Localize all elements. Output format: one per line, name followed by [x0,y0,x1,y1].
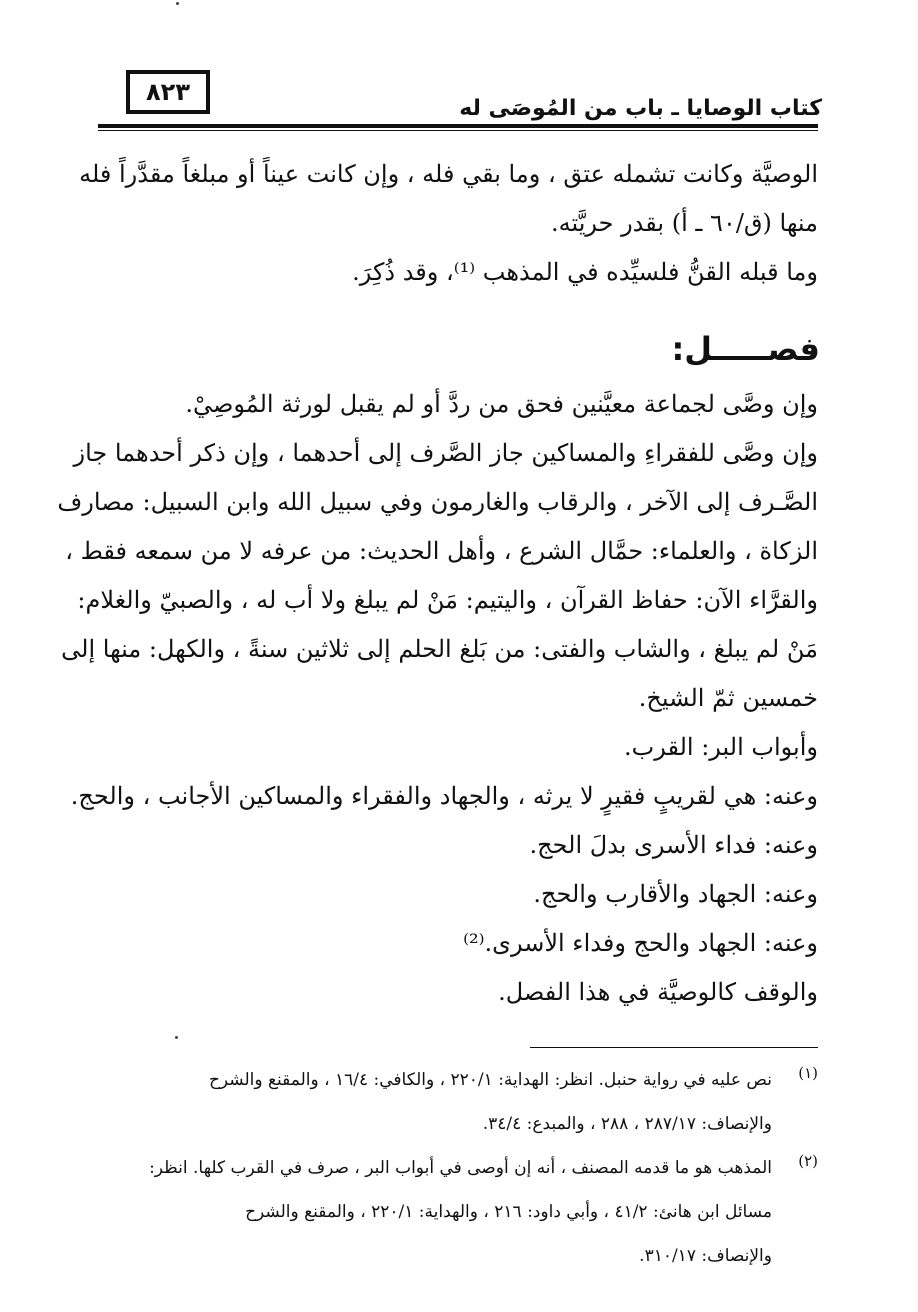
footnote-line: والإنصاف: ٣١٠/١٧. [639,1246,772,1266]
body-line: وعنه: هي لقريبٍ فقيرٍ لا يرثه ، والجهاد والفقراء والمساكين الأجانب ، والحج. [70,782,818,810]
footnote [98,1058,818,1146]
body-line: منها (ق/٦٠ ـ أ) بقدر حريَّته. [550,209,818,237]
body-line: وعنه: فداء الأسرى بدلَ الحج. [529,831,818,859]
ink-speck [175,1036,178,1039]
body-line: الزكاة ، والعلماء: حمَّال الشرع ، وأهل الحديث: من عرفه لا من سمعه فقط ، [65,537,818,565]
footnote-text [98,1146,772,1278]
footnote-line: نص عليه في رواية حنبل. انظر: الهداية: ٢٢٠/١ ، والكافي: ١٦/٤ ، والمقنع والشرح [208,1070,772,1090]
body-line: وإن وصَّى للفقراءِ والمساكين جاز الصَّرف إلى أحدهما ، وإن ذكر أحدهما جاز [73,439,818,467]
body-line: خمسين ثمّ الشيخ. [638,684,818,712]
header-rule-thick [98,124,818,128]
section-heading: فصـــــل: [671,330,820,368]
body-line: الوصيَّة وكانت تشمله عتق ، وما بقي فله ، وإن كانت عيناً أو مبلغاً مقدَّراً فله [79,160,818,188]
body-line: والوقف كالوصيَّة في هذا الفصل. [498,978,818,1006]
body-line: الصَّـرف إلى الآخر ، والرقاب والغارمون وفي سبيل الله وابن السبيل: مصارف [57,488,818,516]
intro-paragraphs [79,150,818,297]
footnote-marker: (٢) [798,1152,818,1170]
body-line: وما قبله القنُّ فلسيِّده في المذهب ⁽¹⁾، وقد ذُكِرَ. [352,258,818,286]
footnotes [98,1058,818,1278]
footnote-line: المذهب هو ما قدمه المصنف ، أنه إن أوصى في أبواب البر ، صرف في القرب كلها. انظر: [149,1158,772,1178]
section-paragraphs [57,380,818,1017]
footnote-line: مسائل ابن هانئ: ٤١/٢ ، وأبي داود: ٢١٦ ، والهداية: ٢٢٠/١ ، والمقنع والشرح [245,1202,772,1222]
running-title: كتاب الوصايا ـ باب من المُوصَى له [459,96,822,121]
footnote-marker: (١) [798,1064,818,1082]
body-line: وعنه: الجهاد والحج وفداء الأسرى.⁽²⁾ [463,929,818,957]
footnote-separator [530,1047,818,1048]
header-rule-thin [98,130,818,131]
ink-speck [176,2,179,5]
footnote [98,1146,818,1278]
page-number-text: ٨٢٣ [146,78,190,106]
footnote-text [98,1058,772,1146]
page-number [126,70,210,114]
body-line: والقرَّاء الآن: حفاظ القرآن ، واليتيم: مَنْ لم يبلغ ولا أب له ، والصبيّ والغلام: [77,586,818,614]
body-line: وعنه: الجهاد والأقارب والحج. [533,880,818,908]
footnote-line: والإنصاف: ٢٨٧/١٧ ، ٢٨٨ ، والمبدع: ٣٤/٤. [482,1114,772,1134]
body-line: وإن وصَّى لجماعة معيَّنين فحق من ردَّ أو لم يقبل لورثة المُوصِيْ. [185,390,818,418]
body-line: وأبواب البر: القرب. [624,733,818,761]
body-line: مَنْ لم يبلغ ، والشاب والفتى: من بَلغ الحلم إلى ثلاثين سنةً ، والكهل: منها إلى [61,635,818,663]
